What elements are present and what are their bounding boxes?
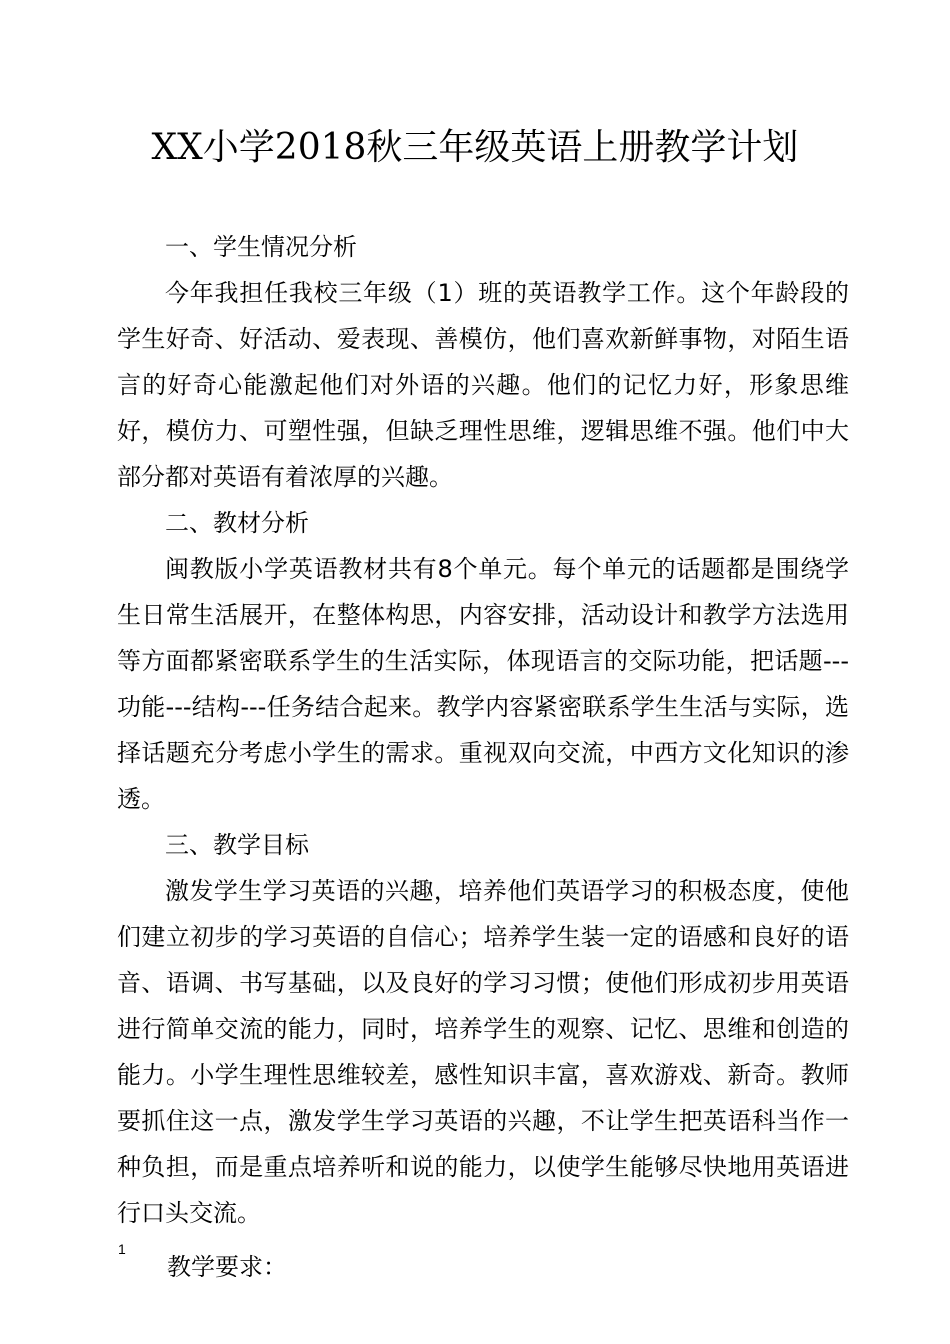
document-title: XX小学2018秋三年级英语上册教学计划 (151, 127, 799, 168)
requirements-label: 教学要求： (167, 1253, 287, 1281)
section-heading-student-analysis: 一、学生情况分析 (165, 233, 357, 261)
page-number: 1 (118, 1241, 126, 1257)
section-paragraph-student-analysis: 今年我担任我校三年级（1）班的英语教学工作。这个年龄段的学生好奇、好活动、爱表现、善模仿，他们喜欢新鲜事物，对陌生语言的好奇心能激起他们对外语的兴趣。他们的记忆力好，形象思维好，模仿力、可塑性强，但缺乏理性思维，逻辑思维不强。他们中大部分都对英语有着浓厚的兴趣。 (117, 279, 849, 491)
document-body (117, 224, 849, 1290)
section-paragraph-teaching-goals: 激发学生学习英语的兴趣，培养他们英语学习的积极态度，使他们建立初步的学习英语的自信心；培养学生装一定的语感和良好的语音、语调、书写基础，以及良好的学习习惯；使他们形成初步用英语进行简单交流的能力，同时，培养学生的观察、记忆、思维和创造的能力。小学生理性思维较差，感性知识丰富，喜欢游戏、新奇。教师要抓住这一点，激发学生学习英语的兴趣，不让学生把英语科当作一种负担，而是重点培养听和说的能力，以使学生能够尽快地用英语进行口头交流。 (117, 877, 849, 1227)
section-heading-textbook-analysis: 二、教材分析 (165, 509, 309, 537)
section-paragraph-textbook-analysis: 闽教版小学英语教材共有8个单元。每个单元的话题都是围绕学生日常生活展开，在整体构思，内容安排，活动设计和教学方法选用等方面都紧密联系学生的生活实际，体现语言的交际功能，把话题---功能---结构---任务结合起来。教学内容紧密联系学生生活与实际，选择话题充分考虑小学生的需求。重视双向交流，中西方文化知识的渗透。 (117, 555, 849, 813)
section-heading-teaching-goals: 三、教学目标 (165, 831, 309, 859)
